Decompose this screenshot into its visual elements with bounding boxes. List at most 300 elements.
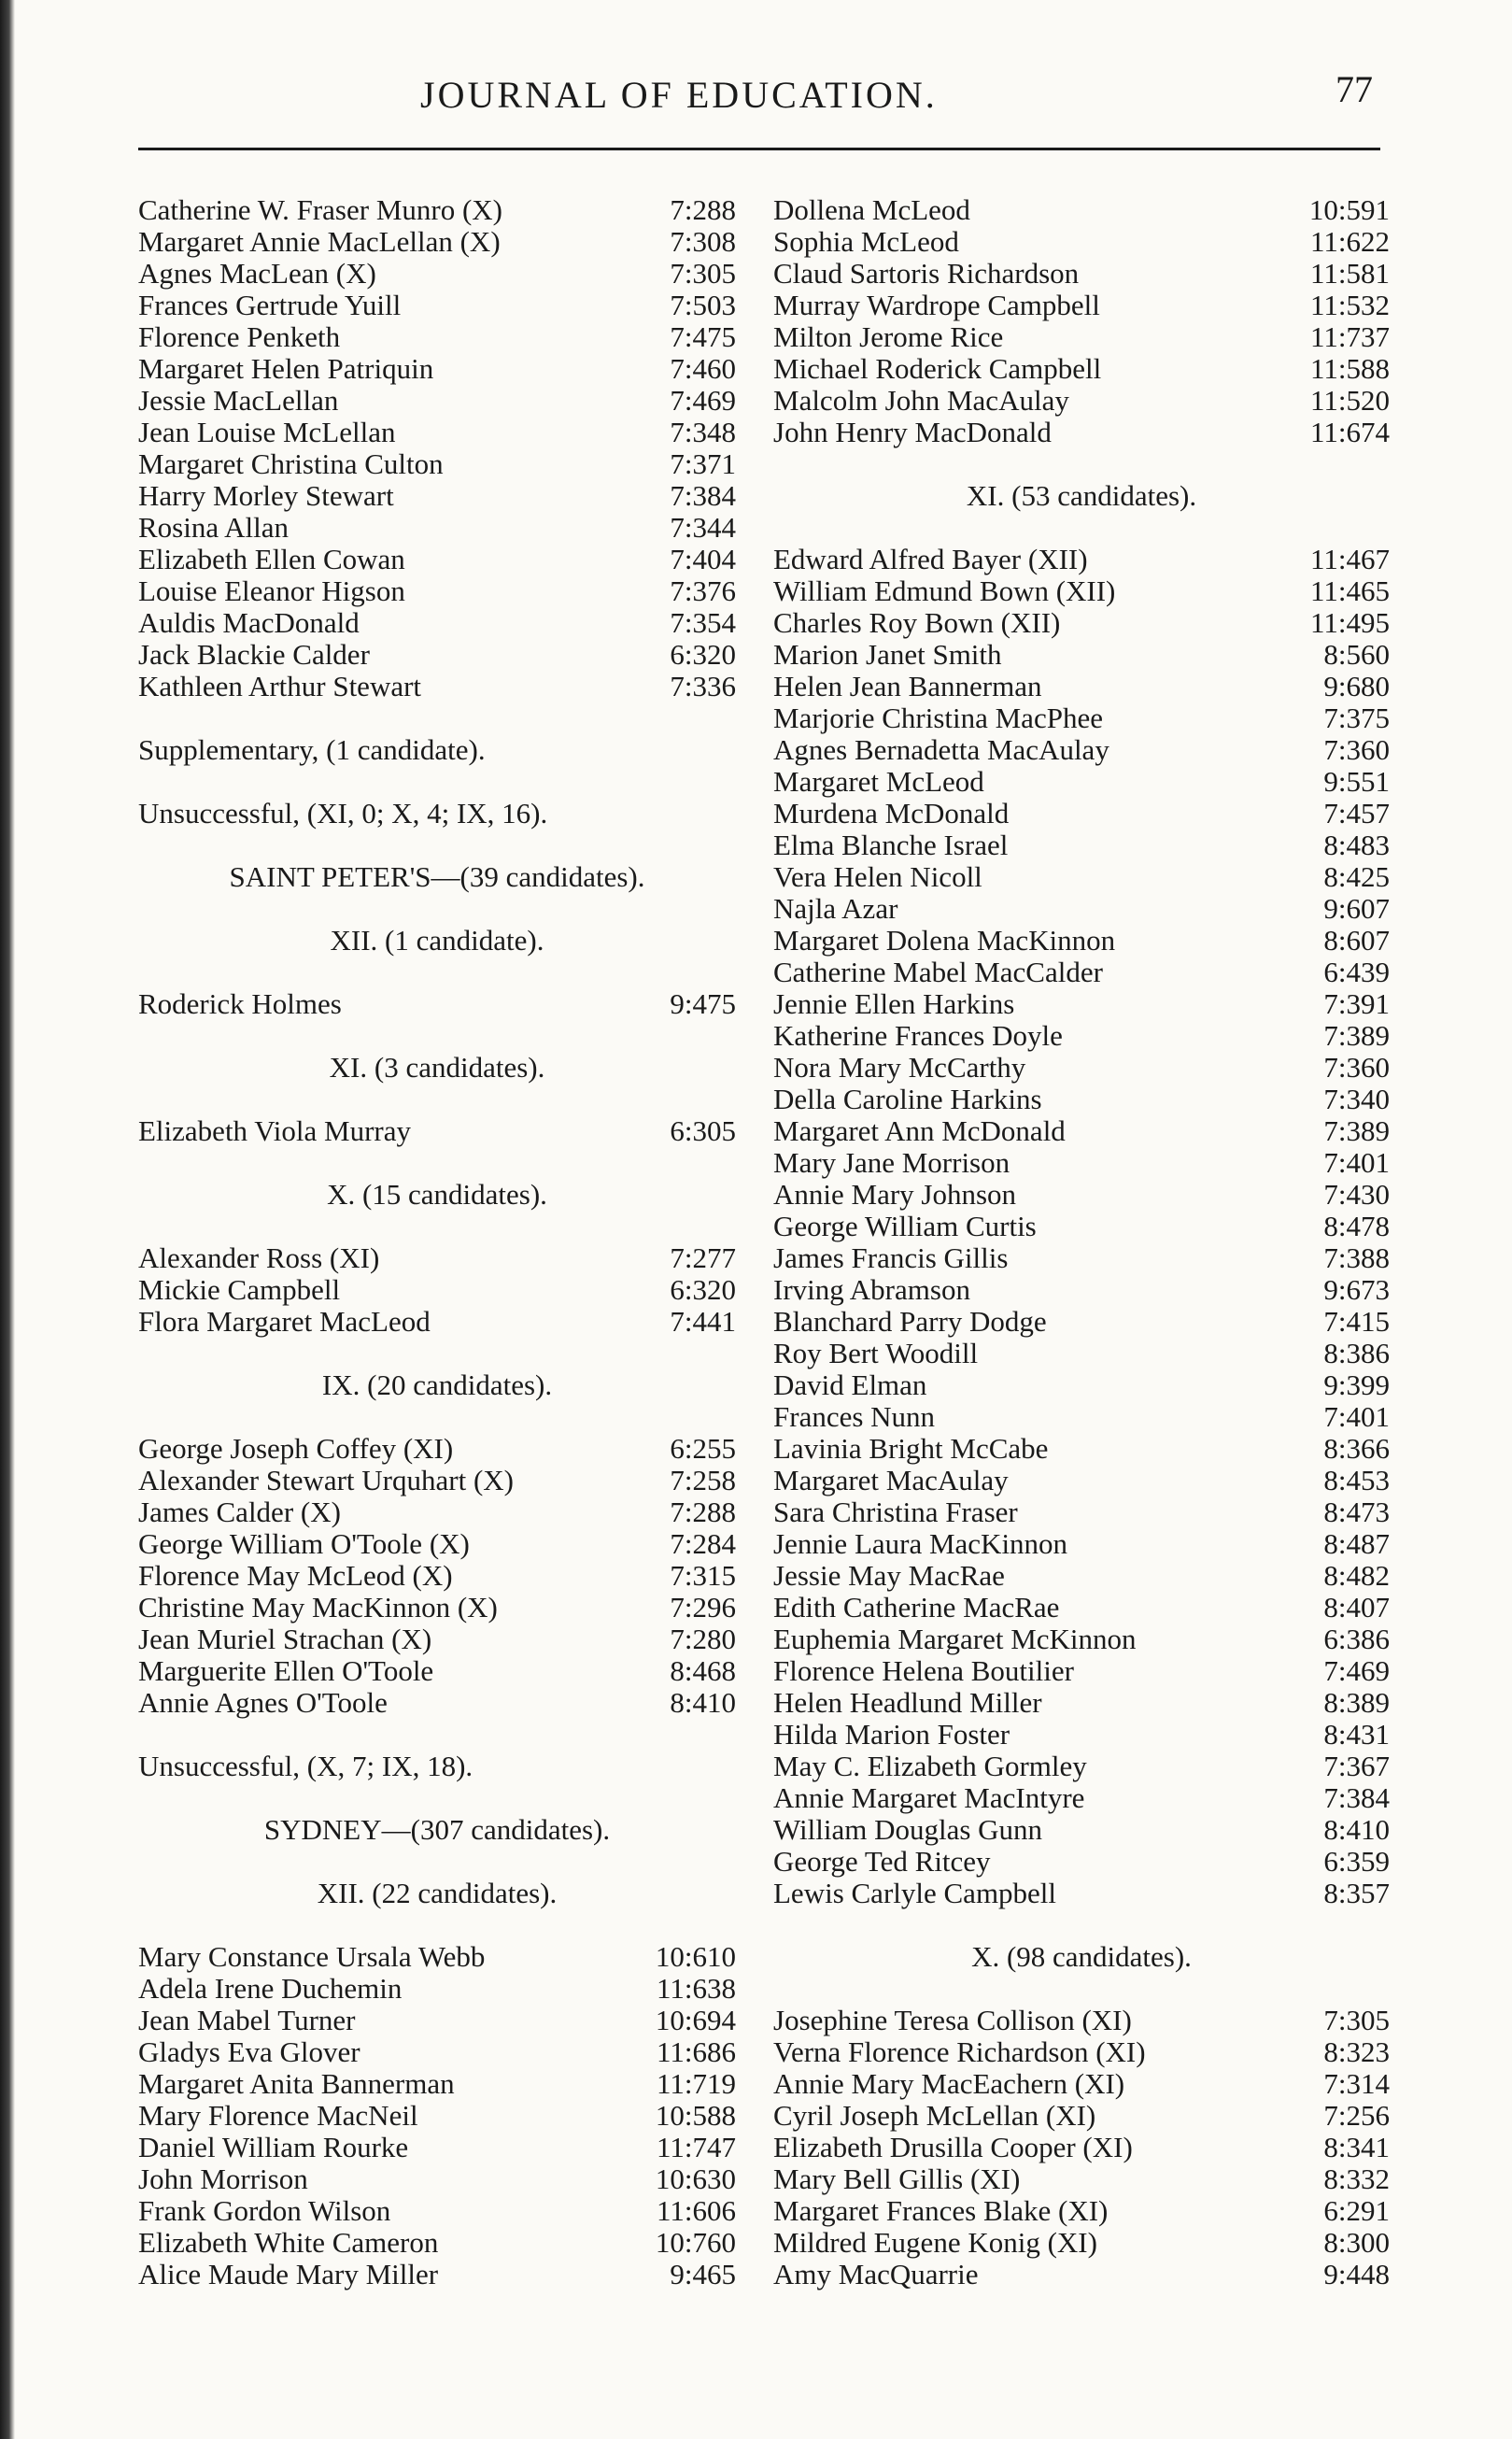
candidate-score: 7:314 — [1323, 2067, 1390, 2100]
candidate-row — [138, 2100, 736, 2132]
candidate-score: 11:719 — [657, 2067, 736, 2100]
candidate-row — [773, 1274, 1390, 1306]
sp-ix-heading: IX. (20 candidates). — [321, 1368, 553, 1401]
candidate-row — [138, 1655, 736, 1687]
candidate-score: 8:483 — [1323, 829, 1390, 861]
candidate-score: 11:638 — [657, 1972, 736, 2005]
candidate-row — [773, 290, 1390, 321]
candidate-score: 7:469 — [1323, 1654, 1390, 1687]
candidate-row — [138, 1624, 736, 1655]
candidate-name: Agnes MacLean (X) — [138, 257, 376, 290]
candidate-name: Najla Azar — [773, 892, 898, 925]
candidate-name: Christine May MacKinnon (X) — [138, 1591, 498, 1624]
sp-xii-heading: XII. (1 candidate). — [330, 924, 544, 957]
candidate-row — [773, 861, 1390, 893]
candidate-name: John Morrison — [138, 2162, 308, 2195]
candidate-name: Florence Helena Boutilier — [773, 1654, 1074, 1687]
candidate-score: 6:439 — [1323, 956, 1390, 988]
candidate-score: 9:475 — [670, 987, 736, 1020]
candidate-name: Murray Wardrope Campbell — [773, 289, 1100, 321]
header-rule — [138, 148, 1380, 150]
candidate-score: 7:354 — [670, 606, 736, 639]
candidate-row — [773, 2195, 1390, 2227]
candidate-score: 10:588 — [655, 2099, 736, 2132]
candidate-score: 7:360 — [1323, 733, 1390, 766]
unsuccessful-note-1: Unsuccessful, (XI, 0; X, 4; IX, 16). — [138, 797, 548, 830]
unsuccessful-note-2: Unsuccessful, (X, 7; IX, 18). — [138, 1750, 473, 1782]
candidate-score: 7:384 — [670, 479, 736, 512]
candidate-score: 8:453 — [1323, 1464, 1390, 1496]
journal-title: JOURNAL OF EDUCATION. — [420, 74, 938, 116]
xi-heading: XI. (53 candidates). — [966, 479, 1197, 512]
candidate-name: Jean Mabel Turner — [138, 2004, 356, 2036]
candidate-row — [773, 194, 1390, 226]
candidate-name: Helen Headlund Miller — [773, 1686, 1042, 1719]
candidate-row — [773, 417, 1390, 448]
candidate-row — [773, 830, 1390, 861]
candidate-score: 11:588 — [1310, 352, 1390, 385]
candidate-score: 7:441 — [670, 1305, 736, 1338]
candidate-name: Mary Bell Gillis (XI) — [773, 2162, 1021, 2195]
candidate-row — [773, 2100, 1390, 2132]
candidate-row — [773, 2163, 1390, 2195]
candidate-row — [138, 607, 736, 639]
candidate-row — [138, 1496, 736, 1528]
candidate-name: Marjorie Christina MacPhee — [773, 702, 1103, 734]
candidate-score: 10:591 — [1308, 193, 1390, 226]
candidate-row — [773, 607, 1390, 639]
candidate-row — [138, 1592, 736, 1624]
candidate-name: Elizabeth Viola Murray — [138, 1114, 411, 1147]
candidate-row — [773, 1306, 1390, 1338]
candidate-row — [773, 226, 1390, 258]
candidate-name: Daniel William Rourke — [138, 2131, 409, 2163]
candidate-score: 9:673 — [1323, 1273, 1390, 1306]
candidate-score: 11:465 — [1310, 574, 1390, 607]
candidate-score: 8:487 — [1323, 1527, 1390, 1560]
candidate-row — [773, 1369, 1390, 1401]
candidate-row — [773, 544, 1390, 575]
candidate-name: David Elman — [773, 1368, 927, 1401]
candidate-score: 7:288 — [670, 1496, 736, 1528]
candidate-name: William Edmund Bown (XII) — [773, 574, 1116, 607]
candidate-name: Gladys Eva Glover — [138, 2035, 360, 2068]
candidate-score: 11:674 — [1310, 416, 1390, 448]
candidate-score: 7:371 — [670, 447, 736, 480]
candidate-row — [773, 1751, 1390, 1782]
candidate-name: Elizabeth Drusilla Cooper (XI) — [773, 2131, 1133, 2163]
candidate-row — [138, 671, 736, 702]
candidate-name: William Douglas Gunn — [773, 1813, 1043, 1846]
candidate-row — [138, 2195, 736, 2227]
candidate-name: Edith Catherine MacRae — [773, 1591, 1060, 1624]
candidate-score: 11:622 — [1310, 225, 1390, 258]
candidate-name: Jack Blackie Calder — [138, 638, 370, 671]
candidate-name: Sophia McLeod — [773, 225, 959, 258]
sp-xi-heading: XI. (3 candidates). — [329, 1051, 545, 1084]
candidate-row — [773, 1719, 1390, 1751]
candidate-score: 7:503 — [670, 289, 736, 321]
candidate-name: Mickie Campbell — [138, 1273, 341, 1306]
candidate-name: Elizabeth Ellen Cowan — [138, 543, 405, 575]
candidate-score: 7:376 — [670, 574, 736, 607]
candidate-row — [138, 290, 736, 321]
candidate-name: Annie Mary MacEachern (XI) — [773, 2067, 1125, 2100]
candidate-row — [773, 575, 1390, 607]
candidate-row — [773, 1687, 1390, 1719]
candidate-name: Annie Agnes O'Toole — [138, 1686, 388, 1719]
candidate-score: 7:258 — [670, 1464, 736, 1496]
candidate-name: Vera Helen Nicoll — [773, 860, 982, 893]
candidate-score: 6:386 — [1323, 1623, 1390, 1655]
candidate-row — [773, 925, 1390, 957]
candidate-row — [138, 417, 736, 448]
page-spine-shadow — [0, 0, 15, 2439]
candidate-name: Katherine Frances Doyle — [773, 1019, 1063, 1052]
candidate-name: Margaret Christina Culton — [138, 447, 444, 480]
candidate-name: Irving Abramson — [773, 1273, 970, 1306]
candidate-name: Mary Jane Morrison — [773, 1146, 1010, 1179]
candidate-row — [138, 1274, 736, 1306]
candidate-row — [138, 226, 736, 258]
candidate-name: Margaret McLeod — [773, 765, 984, 798]
candidate-score: 7:284 — [670, 1527, 736, 1560]
candidate-score: 9:680 — [1323, 670, 1390, 702]
candidate-score: 7:388 — [1323, 1241, 1390, 1274]
candidate-row — [138, 2005, 736, 2036]
left-lead-list — [138, 194, 736, 702]
candidate-name: Charles Roy Bown (XII) — [773, 606, 1061, 639]
sydney-heading: SYDNEY—(307 candidates). — [263, 1813, 611, 1846]
candidate-row — [773, 353, 1390, 385]
candidate-row — [773, 2068, 1390, 2100]
candidate-row — [773, 1782, 1390, 1814]
xi-list — [773, 544, 1390, 1909]
candidate-score: 7:460 — [670, 352, 736, 385]
candidate-score: 7:375 — [1323, 702, 1390, 734]
candidate-score: 11:495 — [1310, 606, 1390, 639]
candidate-name: Marguerite Ellen O'Toole — [138, 1654, 434, 1687]
candidate-score: 7:469 — [670, 384, 736, 417]
candidate-score: 8:389 — [1323, 1686, 1390, 1719]
candidate-name: Mary Constance Ursala Webb — [138, 1940, 486, 1973]
candidate-name: Kathleen Arthur Stewart — [138, 670, 422, 702]
candidate-row — [773, 1433, 1390, 1465]
candidate-row — [773, 2036, 1390, 2068]
candidate-score: 7:280 — [670, 1623, 736, 1655]
candidate-name: Harry Morley Stewart — [138, 479, 394, 512]
candidate-row — [138, 544, 736, 575]
candidate-score: 7:256 — [1323, 2099, 1390, 2132]
candidate-name: Sara Christina Fraser — [773, 1496, 1018, 1528]
candidate-score: 7:308 — [670, 225, 736, 258]
sy-xii-list — [138, 1941, 736, 2290]
candidate-name: Dollena McLeod — [773, 193, 970, 226]
candidate-score: 9:551 — [1323, 765, 1390, 798]
candidate-name: Margaret Frances Blake (XI) — [773, 2194, 1109, 2227]
candidate-score: 7:305 — [670, 257, 736, 290]
candidate-row — [138, 1941, 736, 1973]
candidate-row — [773, 1878, 1390, 1909]
candidate-score: 7:401 — [1323, 1400, 1390, 1433]
candidate-row — [138, 2132, 736, 2163]
candidate-name: George William O'Toole (X) — [138, 1527, 470, 1560]
candidate-name: Jennie Laura MacKinnon — [773, 1527, 1068, 1560]
candidate-row — [773, 1147, 1390, 1179]
candidate-score: 7:457 — [1323, 797, 1390, 830]
candidate-score: 8:386 — [1323, 1337, 1390, 1369]
candidate-row — [773, 1624, 1390, 1655]
candidate-score: 8:341 — [1323, 2131, 1390, 2163]
candidate-score: 8:560 — [1323, 638, 1390, 671]
candidate-row — [773, 1592, 1390, 1624]
candidate-row — [138, 194, 736, 226]
candidate-row — [138, 2036, 736, 2068]
candidate-row — [773, 2259, 1390, 2290]
candidate-score: 6:255 — [670, 1432, 736, 1465]
candidate-name: Lavinia Bright McCabe — [773, 1432, 1049, 1465]
candidate-name: Alexander Ross (XI) — [138, 1241, 380, 1274]
candidate-name: Blanchard Parry Dodge — [773, 1305, 1047, 1338]
candidate-name: John Henry MacDonald — [773, 416, 1052, 448]
candidate-name: Lewis Carlyle Campbell — [773, 1877, 1057, 1909]
candidate-row — [773, 702, 1390, 734]
right-column — [773, 194, 1390, 2290]
sp-xii-list — [138, 988, 736, 1020]
candidate-score: 7:367 — [1323, 1750, 1390, 1782]
candidate-row — [773, 671, 1390, 702]
candidate-score: 8:407 — [1323, 1591, 1390, 1624]
candidate-row — [773, 2227, 1390, 2259]
candidate-row — [773, 258, 1390, 290]
candidate-name: James Francis Gillis — [773, 1241, 1009, 1274]
candidate-name: Louise Eleanor Higson — [138, 574, 405, 607]
candidate-score: 8:410 — [670, 1686, 736, 1719]
candidate-score: 8:478 — [1323, 1210, 1390, 1242]
candidate-name: George Ted Ritcey — [773, 1845, 991, 1878]
candidate-name: Agnes Bernadetta MacAulay — [773, 733, 1109, 766]
saint-peters-heading: SAINT PETER'S—(39 candidates). — [229, 860, 645, 893]
candidate-name: Jennie Ellen Harkins — [773, 987, 1015, 1020]
candidate-score: 7:430 — [1323, 1178, 1390, 1211]
left-column — [138, 194, 736, 2290]
candidate-name: George Joseph Coffey (XI) — [138, 1432, 454, 1465]
candidate-row — [773, 1052, 1390, 1084]
candidate-name: Nora Mary McCarthy — [773, 1051, 1026, 1084]
candidate-row — [773, 1560, 1390, 1592]
candidate-row — [773, 2132, 1390, 2163]
candidate-row — [138, 575, 736, 607]
candidate-row — [773, 1020, 1390, 1052]
sy-xii-heading: XII. (22 candidates). — [317, 1877, 558, 1909]
candidate-name: Florence May McLeod (X) — [138, 1559, 453, 1592]
candidate-score: 7:404 — [670, 543, 736, 575]
candidate-name: George William Curtis — [773, 1210, 1037, 1242]
candidate-score: 10:694 — [655, 2004, 736, 2036]
candidate-row — [138, 2259, 736, 2290]
candidate-name: Malcolm John MacAulay — [773, 384, 1069, 417]
candidate-name: May C. Elizabeth Gormley — [773, 1750, 1087, 1782]
candidate-score: 8:300 — [1323, 2226, 1390, 2259]
sp-x-list — [138, 1242, 736, 1338]
candidate-score: 11:520 — [1310, 384, 1390, 417]
candidate-name: Murdena McDonald — [773, 797, 1010, 830]
candidate-name: Catherine W. Fraser Munro (X) — [138, 193, 502, 226]
candidate-name: Annie Margaret MacIntyre — [773, 1781, 1085, 1814]
candidate-score: 8:607 — [1323, 924, 1390, 957]
x-list — [773, 2005, 1390, 2290]
candidate-score: 11:606 — [657, 2194, 736, 2227]
candidate-name: Frank Gordon Wilson — [138, 2194, 391, 2227]
candidate-row — [138, 480, 736, 512]
candidate-name: Rosina Allan — [138, 511, 290, 544]
candidate-score: 10:760 — [655, 2226, 736, 2259]
candidate-name: Cyril Joseph McLellan (XI) — [773, 2099, 1096, 2132]
candidate-name: Helen Jean Bannerman — [773, 670, 1042, 702]
candidate-name: Amy MacQuarrie — [773, 2258, 979, 2290]
candidate-score: 7:344 — [670, 511, 736, 544]
candidate-score: 11:686 — [657, 2035, 736, 2068]
candidate-name: Josephine Teresa Collison (XI) — [773, 2004, 1132, 2036]
candidate-row — [773, 1496, 1390, 1528]
candidate-score: 6:320 — [670, 1273, 736, 1306]
candidate-name: Roderick Holmes — [138, 987, 342, 1020]
candidate-score: 7:348 — [670, 416, 736, 448]
candidate-name: Jean Muriel Strachan (X) — [138, 1623, 432, 1655]
candidate-name: James Calder (X) — [138, 1496, 341, 1528]
candidate-name: Jessie MacLellan — [138, 384, 339, 417]
candidate-name: Milton Jerome Rice — [773, 320, 1004, 353]
candidate-name: Catherine Mabel MacCalder — [773, 956, 1103, 988]
candidate-row — [773, 988, 1390, 1020]
candidate-row — [138, 448, 736, 480]
candidate-row — [773, 1465, 1390, 1496]
candidate-score: 9:399 — [1323, 1368, 1390, 1401]
candidate-score: 8:468 — [670, 1654, 736, 1687]
candidate-name: Mary Florence MacNeil — [138, 2099, 418, 2132]
candidate-name: Elizabeth White Cameron — [138, 2226, 439, 2259]
candidate-row — [773, 385, 1390, 417]
candidate-score: 7:391 — [1323, 987, 1390, 1020]
candidate-score: 6:291 — [1323, 2194, 1390, 2227]
candidate-score: 7:340 — [1323, 1083, 1390, 1115]
candidate-score: 6:320 — [670, 638, 736, 671]
candidate-row — [773, 1401, 1390, 1433]
candidate-row — [773, 766, 1390, 798]
candidate-score: 11:581 — [1310, 257, 1390, 290]
candidate-row — [138, 988, 736, 1020]
candidate-row — [773, 1338, 1390, 1369]
candidate-row — [138, 1115, 736, 1147]
candidate-score: 10:630 — [655, 2162, 736, 2195]
candidate-name: Margaret MacAulay — [773, 1464, 1009, 1496]
candidate-name: Alexander Stewart Urquhart (X) — [138, 1464, 514, 1496]
supplementary-note: Supplementary, (1 candidate). — [138, 733, 486, 766]
candidate-score: 7:336 — [670, 670, 736, 702]
candidate-score: 8:473 — [1323, 1496, 1390, 1528]
candidate-name: Annie Mary Johnson — [773, 1178, 1017, 1211]
candidate-name: Elma Blanche Israel — [773, 829, 1009, 861]
candidate-score: 6:305 — [670, 1114, 736, 1147]
candidate-score: 7:389 — [1323, 1019, 1390, 1052]
candidate-score: 8:323 — [1323, 2035, 1390, 2068]
candidate-row — [773, 1179, 1390, 1211]
candidate-row — [773, 1211, 1390, 1242]
candidate-score: 7:401 — [1323, 1146, 1390, 1179]
candidate-name: Alice Maude Mary Miller — [138, 2258, 439, 2290]
candidate-row — [138, 1973, 736, 2005]
candidate-row — [773, 1846, 1390, 1878]
candidate-name: Frances Gertrude Yuill — [138, 289, 402, 321]
candidate-row — [138, 512, 736, 544]
candidate-score: 8:425 — [1323, 860, 1390, 893]
page-number: 77 — [1335, 68, 1373, 110]
candidate-name: Edward Alfred Bayer (XII) — [773, 543, 1088, 575]
candidate-row — [138, 385, 736, 417]
candidate-row — [138, 1560, 736, 1592]
candidate-score: 11:737 — [1310, 320, 1390, 353]
candidate-row — [773, 639, 1390, 671]
candidate-score: 7:305 — [1323, 2004, 1390, 2036]
candidate-name: Della Caroline Harkins — [773, 1083, 1042, 1115]
candidate-name: Margaret Helen Patriquin — [138, 352, 434, 385]
candidate-score: 11:532 — [1310, 289, 1390, 321]
candidate-row — [773, 1115, 1390, 1147]
candidate-row — [138, 1528, 736, 1560]
candidate-row — [138, 321, 736, 353]
candidate-score: 6:359 — [1323, 1845, 1390, 1878]
candidate-name: Margaret Dolena MacKinnon — [773, 924, 1116, 957]
candidate-score: 7:389 — [1323, 1114, 1390, 1147]
candidate-name: Roy Bert Woodill — [773, 1337, 979, 1369]
candidate-score: 11:747 — [657, 2131, 736, 2163]
candidate-row — [138, 2068, 736, 2100]
sp-xi-list — [138, 1115, 736, 1147]
candidate-name: Margaret Anita Bannerman — [138, 2067, 455, 2100]
sp-x-heading: X. (15 candidates). — [327, 1178, 547, 1211]
candidate-row — [138, 1687, 736, 1719]
candidate-row — [773, 1084, 1390, 1115]
candidate-score: 7:296 — [670, 1591, 736, 1624]
candidate-row — [773, 321, 1390, 353]
candidate-name: Flora Margaret MacLeod — [138, 1305, 431, 1338]
candidate-name: Euphemia Margaret McKinnon — [773, 1623, 1137, 1655]
candidate-row — [773, 734, 1390, 766]
candidate-name: Jessie May MacRae — [773, 1559, 1005, 1592]
candidate-score: 10:610 — [655, 1940, 736, 1973]
candidate-score: 8:357 — [1323, 1877, 1390, 1909]
candidate-row — [773, 893, 1390, 925]
candidate-row — [138, 258, 736, 290]
candidate-name: Margaret Ann McDonald — [773, 1114, 1066, 1147]
candidate-score: 7:277 — [670, 1241, 736, 1274]
candidate-score: 8:332 — [1323, 2162, 1390, 2195]
candidate-row — [138, 1465, 736, 1496]
right-lead-list — [773, 194, 1390, 448]
candidate-row — [773, 1528, 1390, 1560]
candidate-score: 7:384 — [1323, 1781, 1390, 1814]
candidate-row — [773, 798, 1390, 830]
candidate-score: 7:315 — [670, 1559, 736, 1592]
candidate-name: Auldis MacDonald — [138, 606, 360, 639]
candidate-score: 8:482 — [1323, 1559, 1390, 1592]
candidate-name: Adela Irene Duchemin — [138, 1972, 403, 2005]
candidate-row — [138, 1242, 736, 1274]
candidate-name: Frances Nunn — [773, 1400, 936, 1433]
candidate-score: 8:410 — [1323, 1813, 1390, 1846]
candidate-name: Mildred Eugene Konig (XI) — [773, 2226, 1097, 2259]
candidate-score: 11:467 — [1310, 543, 1390, 575]
